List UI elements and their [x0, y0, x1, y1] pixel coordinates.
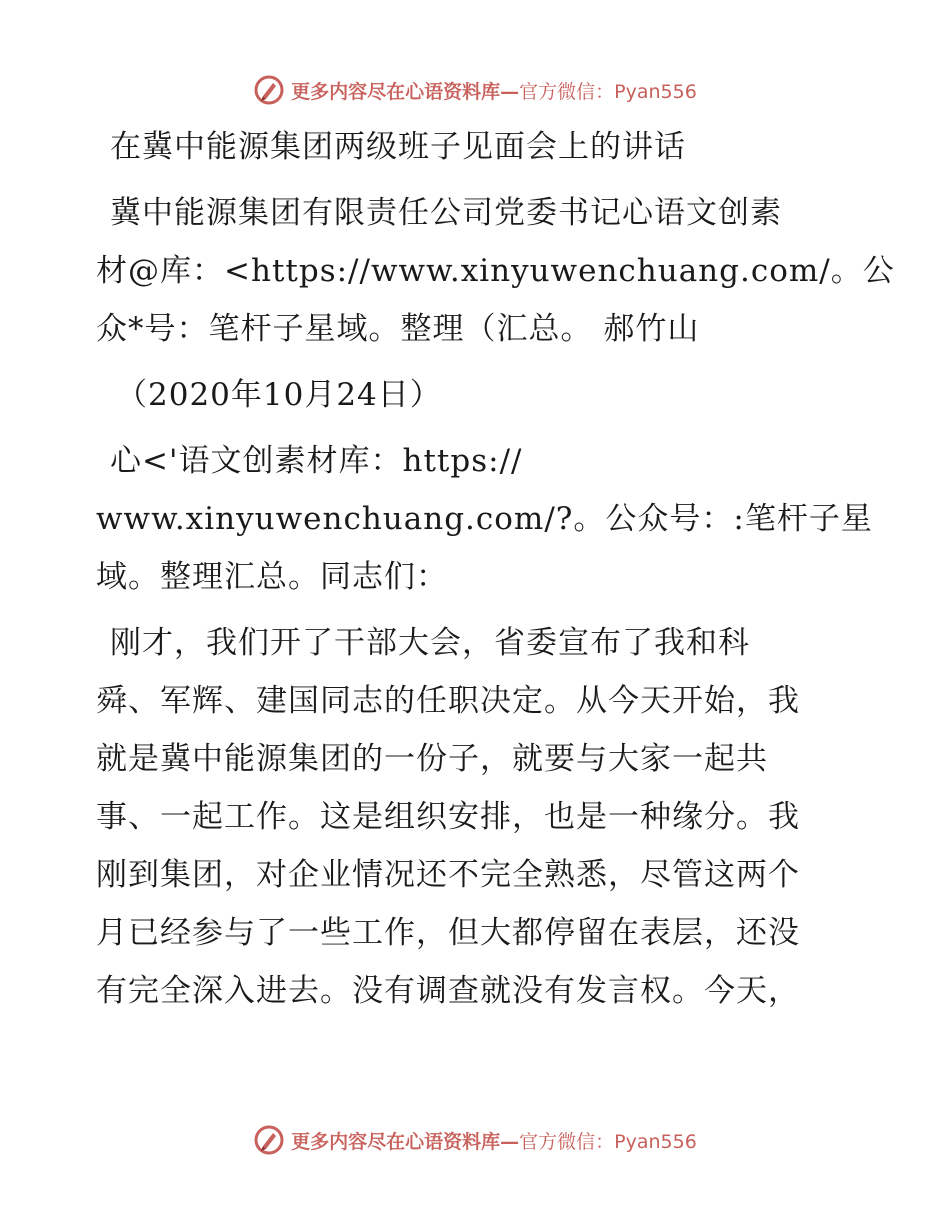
author-line: 众*号：笔杆子星域。整理（汇总。 郝竹山	[96, 311, 700, 347]
watermark-text: 更多内容尽在心语资料库—	[291, 1130, 520, 1153]
body-line: 刚到集团，对企业情况还不完全熟悉，尽管这两个	[96, 857, 800, 893]
watermark-wechat: 官方微信：Pyan556	[519, 80, 697, 103]
pen-logo-icon	[253, 1124, 285, 1156]
body-line: 事、一起工作。这是组织安排，也是一种缘分。我	[96, 799, 800, 835]
source-line: 域。整理汇总。同志们：	[96, 559, 448, 595]
body-line: 舜、军辉、建国同志的任职决定。从今天开始，我	[96, 683, 800, 719]
author-line: 冀中能源集团有限责任公司党委书记心语文创素	[110, 195, 782, 231]
watermark-text: 更多内容尽在心语资料库—	[291, 80, 520, 103]
body-line: 就是冀中能源集团的一份子，就要与大家一起共	[96, 741, 768, 777]
pen-logo-icon	[253, 74, 285, 106]
document-title: 在冀中能源集团两级班子见面会上的讲话	[110, 129, 686, 165]
source-line: 心<'语文创素材库：https://	[110, 443, 523, 479]
watermark-wechat: 官方微信：Pyan556	[519, 1130, 697, 1153]
body-line: 有完全深入进去。没有调查就没有发言权。今天，	[96, 973, 800, 1009]
watermark-banner-bottom	[0, 1120, 950, 1160]
speech-date: （2020年10月24日）	[116, 377, 442, 413]
watermark-banner-top	[0, 70, 950, 110]
body-line: 月已经参与了一些工作，但大都停留在表层，还没	[96, 915, 800, 951]
author-line: 材@库：<https://www.xinyuwenchuang.com/。公	[96, 253, 895, 289]
document-body	[96, 118, 895, 1020]
body-line: 刚才，我们开了干部大会，省委宣布了我和科	[110, 625, 750, 661]
source-line: www.xinyuwenchuang.com/?。公众号：:笔杆子星	[96, 501, 873, 537]
